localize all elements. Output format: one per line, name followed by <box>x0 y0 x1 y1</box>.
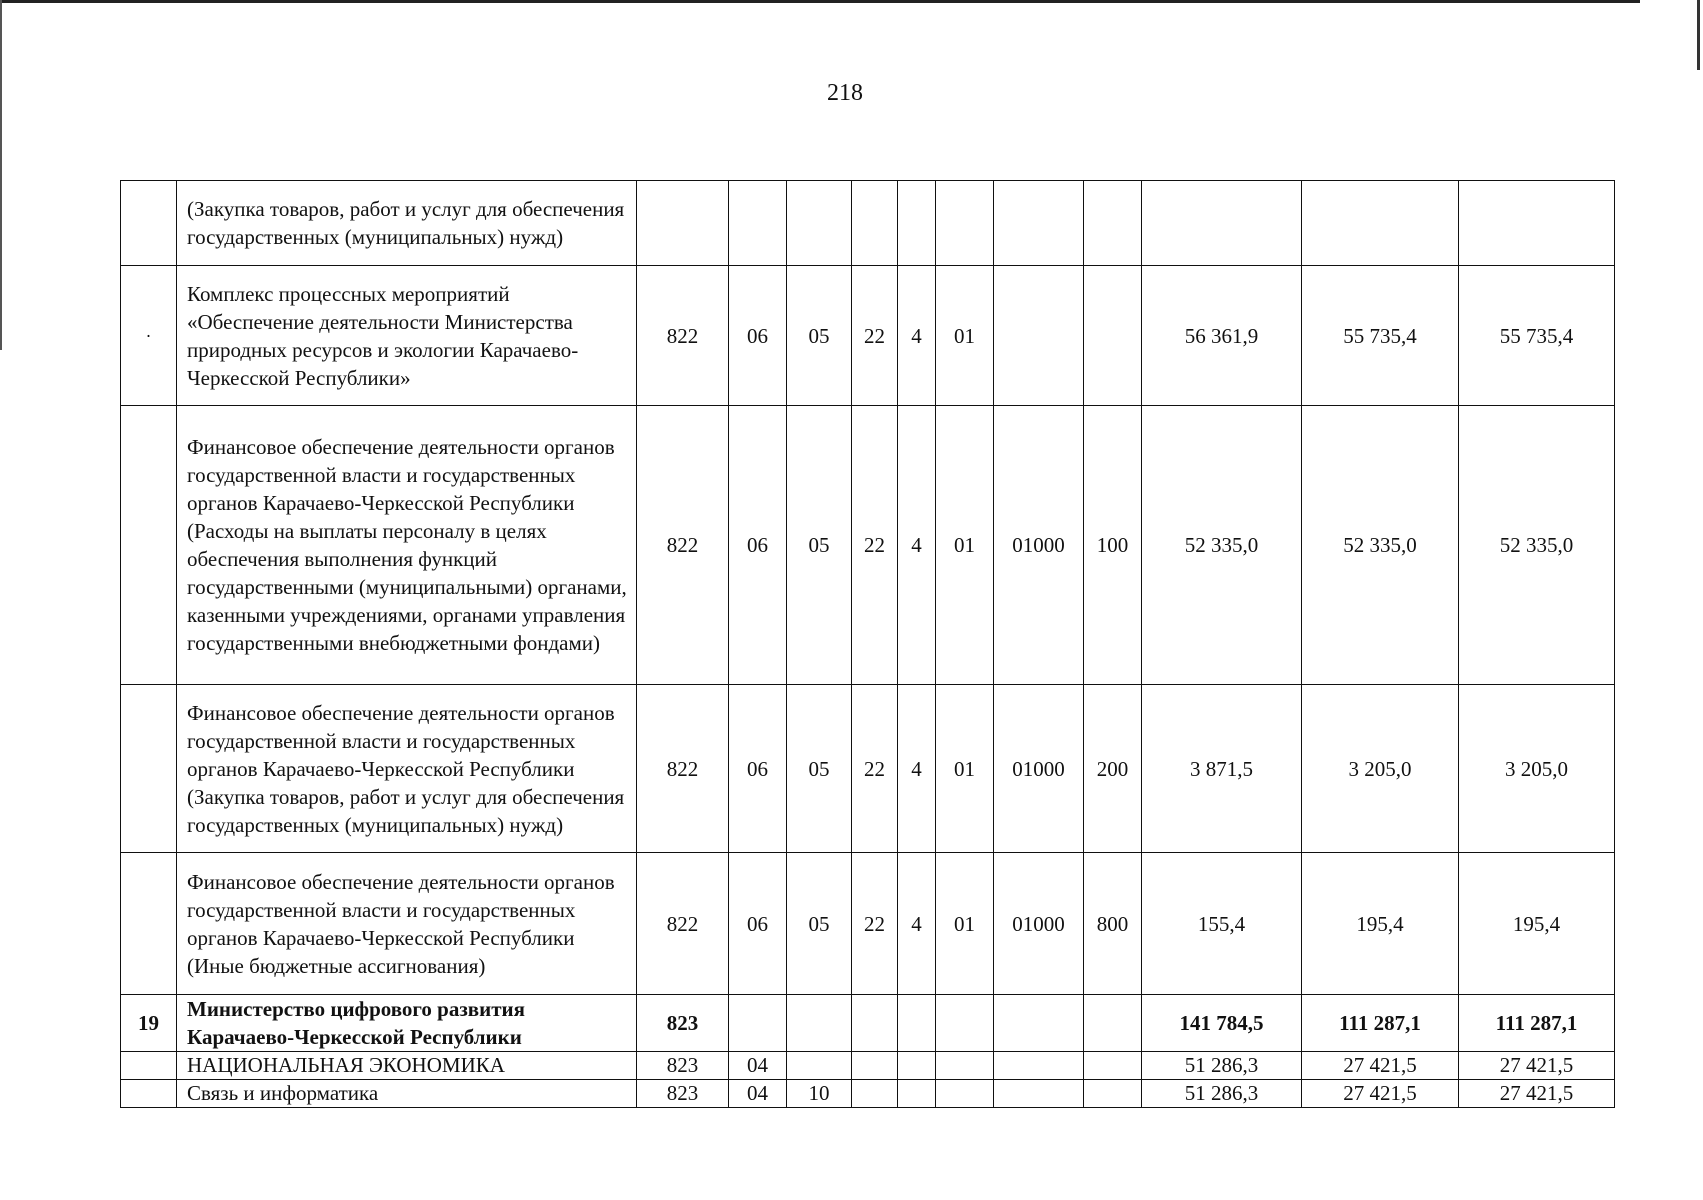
direction-code <box>994 181 1084 266</box>
program-type-code: 4 <box>898 406 936 685</box>
program-type-code <box>898 181 936 266</box>
grbs-code: 823 <box>637 1080 729 1108</box>
structural-element-code <box>936 181 994 266</box>
row-name: (Закупка товаров, работ и услуг для обеспечения государственных (муниципальных) нужд) <box>177 181 637 266</box>
structural-element-code: 01 <box>936 266 994 406</box>
amount-year-1: 51 286,3 <box>1142 1052 1302 1080</box>
section-code: 06 <box>729 266 787 406</box>
top-border-line <box>0 0 1640 3</box>
row-name: Финансовое обеспечение деятельности органов государственной власти и государственных органов Карачаево-Черкесской Республики (Закупка товаров, работ и услуг для обеспечения государственных (муниципальных) нужд) <box>177 685 637 853</box>
amount-year-1: 52 335,0 <box>1142 406 1302 685</box>
direction-code <box>994 1052 1084 1080</box>
table-row <box>121 181 1615 266</box>
program-code: 22 <box>852 685 898 853</box>
structural-element-code: 01 <box>936 853 994 995</box>
grbs-code: 822 <box>637 266 729 406</box>
program-type-code <box>898 995 936 1052</box>
direction-code <box>994 995 1084 1052</box>
row-name: Комплекс процессных мероприятий «Обеспечение деятельности Министерства природных ресурсов и экологии Карачаево-Черкесской Республики» <box>177 266 637 406</box>
expense-type-code <box>1084 1052 1142 1080</box>
amount-year-3: 3 205,0 <box>1459 685 1615 853</box>
amount-year-2: 195,4 <box>1302 853 1459 995</box>
amount-year-1: 56 361,9 <box>1142 266 1302 406</box>
table-row <box>121 1052 1615 1080</box>
subsection-code: 05 <box>787 266 852 406</box>
expense-type-code: 800 <box>1084 853 1142 995</box>
grbs-code: 822 <box>637 685 729 853</box>
amount-year-2: 111 287,1 <box>1302 995 1459 1052</box>
amount-year-3: 27 421,5 <box>1459 1052 1615 1080</box>
amount-year-2 <box>1302 181 1459 266</box>
row-number <box>121 181 177 266</box>
row-name: Финансовое обеспечение деятельности органов государственной власти и государственных органов Карачаево-Черкесской Республики (Иные бюджетные ассигнования) <box>177 853 637 995</box>
row-number <box>121 406 177 685</box>
row-number <box>121 685 177 853</box>
program-code <box>852 1080 898 1108</box>
program-code: 22 <box>852 853 898 995</box>
grbs-code <box>637 181 729 266</box>
section-code <box>729 995 787 1052</box>
subsection-code: 10 <box>787 1080 852 1108</box>
amount-year-3: 27 421,5 <box>1459 1080 1615 1108</box>
program-type-code <box>898 1052 936 1080</box>
row-number <box>121 853 177 995</box>
program-type-code <box>898 1080 936 1108</box>
amount-year-3: 52 335,0 <box>1459 406 1615 685</box>
row-name: НАЦИОНАЛЬНАЯ ЭКОНОМИКА <box>177 1052 637 1080</box>
table-row <box>121 406 1615 685</box>
direction-code <box>994 1080 1084 1108</box>
expense-type-code <box>1084 1080 1142 1108</box>
amount-year-1: 141 784,5 <box>1142 995 1302 1052</box>
subsection-code: 05 <box>787 685 852 853</box>
program-code <box>852 995 898 1052</box>
section-code <box>729 181 787 266</box>
table-row <box>121 266 1615 406</box>
program-code <box>852 181 898 266</box>
amount-year-1: 155,4 <box>1142 853 1302 995</box>
structural-element-code: 01 <box>936 406 994 685</box>
row-number: · <box>121 266 177 406</box>
structural-element-code <box>936 1052 994 1080</box>
amount-year-2: 27 421,5 <box>1302 1052 1459 1080</box>
amount-year-2: 27 421,5 <box>1302 1080 1459 1108</box>
right-border-line <box>1697 0 1700 70</box>
amount-year-2: 52 335,0 <box>1302 406 1459 685</box>
expense-type-code: 100 <box>1084 406 1142 685</box>
grbs-code: 822 <box>637 406 729 685</box>
direction-code <box>994 266 1084 406</box>
section-code: 04 <box>729 1052 787 1080</box>
amount-year-1: 3 871,5 <box>1142 685 1302 853</box>
structural-element-code <box>936 1080 994 1108</box>
subsection-code <box>787 995 852 1052</box>
amount-year-1: 51 286,3 <box>1142 1080 1302 1108</box>
program-code <box>852 1052 898 1080</box>
subsection-code: 05 <box>787 406 852 685</box>
direction-code: 01000 <box>994 853 1084 995</box>
row-name: Связь и информатика <box>177 1080 637 1108</box>
amount-year-3 <box>1459 181 1615 266</box>
program-code: 22 <box>852 266 898 406</box>
subsection-code: 05 <box>787 853 852 995</box>
row-number: 19 <box>121 995 177 1052</box>
amount-year-2: 55 735,4 <box>1302 266 1459 406</box>
section-code: 04 <box>729 1080 787 1108</box>
grbs-code: 823 <box>637 995 729 1052</box>
row-name: Финансовое обеспечение деятельности органов государственной власти и государственных органов Карачаево-Черкесской Республики (Расходы на выплаты персоналу в целях обеспечения выполнения функций государственными (муниципальными) органами, казенными учреждениями, органами управления государственными внебюджетными фондами) <box>177 406 637 685</box>
program-type-code: 4 <box>898 685 936 853</box>
expense-type-code: 200 <box>1084 685 1142 853</box>
amount-year-3: 195,4 <box>1459 853 1615 995</box>
amount-year-3: 111 287,1 <box>1459 995 1615 1052</box>
amount-year-2: 3 205,0 <box>1302 685 1459 853</box>
left-border-line <box>0 0 2 350</box>
direction-code: 01000 <box>994 406 1084 685</box>
subsection-code <box>787 1052 852 1080</box>
direction-code: 01000 <box>994 685 1084 853</box>
table-row <box>121 853 1615 995</box>
grbs-code: 822 <box>637 853 729 995</box>
structural-element-code: 01 <box>936 685 994 853</box>
page-number: 218 <box>827 80 863 106</box>
section-code: 06 <box>729 685 787 853</box>
program-code: 22 <box>852 406 898 685</box>
section-code: 06 <box>729 853 787 995</box>
expense-type-code <box>1084 266 1142 406</box>
budget-table <box>120 180 1615 1108</box>
grbs-code: 823 <box>637 1052 729 1080</box>
table-row <box>121 685 1615 853</box>
program-type-code: 4 <box>898 853 936 995</box>
expense-type-code <box>1084 181 1142 266</box>
table-row <box>121 995 1615 1052</box>
subsection-code <box>787 181 852 266</box>
amount-year-3: 55 735,4 <box>1459 266 1615 406</box>
section-code: 06 <box>729 406 787 685</box>
amount-year-1 <box>1142 181 1302 266</box>
expense-type-code <box>1084 995 1142 1052</box>
row-number <box>121 1052 177 1080</box>
structural-element-code <box>936 995 994 1052</box>
table-row <box>121 1080 1615 1108</box>
row-name: Министерство цифрового развития Карачаево-Черкесской Республики <box>177 995 637 1052</box>
row-number <box>121 1080 177 1108</box>
program-type-code: 4 <box>898 266 936 406</box>
